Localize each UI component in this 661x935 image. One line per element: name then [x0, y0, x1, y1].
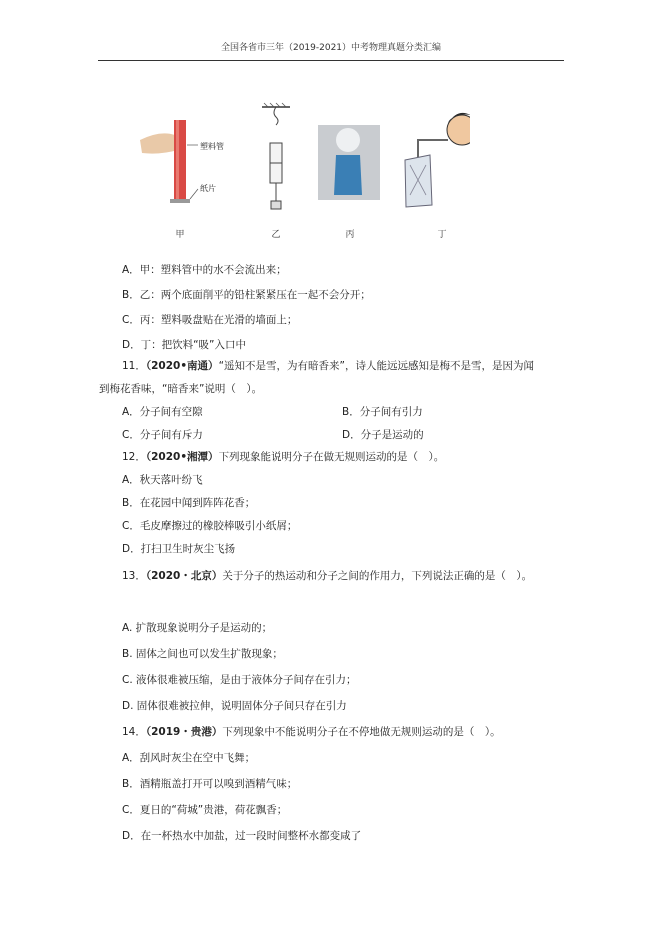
q12-option-d: D．打扫卫生时灰尘飞扬: [122, 543, 236, 555]
q11-option-d: D．分子是运动的: [342, 429, 424, 441]
caption-yi: 乙: [271, 230, 281, 240]
q12-option-c: C．毛皮摩擦过的橡胶棒吸引小纸屑；: [122, 520, 298, 532]
q12-option-a: A．秋天落叶纷飞: [122, 474, 203, 486]
q11-option-b: B．分子间有引力: [342, 406, 423, 418]
q14-option-c: C．夏日的“荷城”贵港，荷花飘香；: [122, 804, 288, 816]
q11-source: （2020•南通）: [145, 360, 219, 372]
q13-option-d: D. 固体很难被拉伸，说明固体分子间只存在引力: [122, 700, 347, 712]
q14-number: 14．: [122, 726, 146, 738]
figure-bing-suction-cup: [318, 125, 380, 200]
q12-number: 12．: [122, 451, 146, 463]
figure-ding-drinking-straw: [405, 113, 470, 207]
caption-ding: 丁: [437, 230, 447, 240]
experiment-illustrations: [130, 95, 470, 245]
q13-stem: [122, 568, 532, 583]
label-tube: 塑料管: [200, 142, 224, 151]
q13-option-a: A. 扩散现象说明分子是运动的；: [122, 622, 273, 634]
q12-stem: [122, 449, 444, 464]
q14-option-d: D．在一杯热水中加盐，过一段时间整杯水都变咸了: [122, 830, 362, 842]
q12-option-b: B．在花园中闻到阵阵花香；: [122, 497, 256, 509]
caption-jia: 甲: [175, 230, 185, 240]
page-header: 全国各省市三年（2019-2021）中考物理真题分类汇编: [220, 43, 442, 53]
q14-text: 下列现象中不能说明分子在不停地做无规则运动的是（ ）。: [222, 726, 501, 738]
q11-number: 11．: [122, 360, 146, 372]
q12-text: 下列现象能说明分子在做无规则运动的是（ ）。: [218, 451, 445, 463]
q14-source: （2019・贵港）: [145, 726, 223, 738]
q13-option-b: B. 固体之间也可以发生扩散现象；: [122, 648, 283, 660]
experiment-figure: [130, 95, 470, 245]
q13-number: 13．: [122, 570, 146, 582]
q11-stem: [122, 358, 534, 373]
label-card: 纸片: [200, 184, 216, 193]
q12-source: （2020•湘潭）: [145, 451, 219, 463]
q14-stem: [122, 724, 501, 739]
q11-option-c: C．分子间有斥力: [122, 429, 203, 441]
q10-option-a: A．甲：塑料管中的水不会流出来；: [122, 264, 287, 276]
q10-option-d: D．丁：把饮料“吸”入口中: [122, 339, 246, 351]
caption-bing: 丙: [345, 230, 355, 240]
q14-option-b: B．酒精瓶盖打开可以嗅到酒精气味；: [122, 778, 298, 790]
q11-text1: “遥知不是雪，为有暗香来”，诗人能远远感知是梅不是雪，是因为闻: [218, 360, 534, 372]
figure-jia-tube: [140, 120, 198, 203]
q14-option-a: A．刮风时灰尘在空中飞舞；: [122, 752, 256, 764]
q10-option-c: C．丙：塑料吸盘贴在光滑的墙面上；: [122, 314, 298, 326]
header-rule: [98, 60, 564, 61]
q13-text: 关于分子的热运动和分子之间的作用力，下列说法正确的是（ ）。: [222, 570, 533, 582]
q10-option-b: B．乙：两个底面削平的铅柱紧紧压在一起不会分开；: [122, 289, 371, 301]
q11-option-a: A．分子间有空隙: [122, 406, 203, 418]
q11-text2: 到梅花香味，“暗香来”说明（ ）。: [99, 383, 263, 395]
figure-yi-lead-cylinders: [262, 103, 290, 209]
q13-option-c: C. 液体很难被压缩，是由于液体分子间存在引力；: [122, 674, 357, 686]
q13-source: （2020・北京）: [145, 570, 223, 582]
